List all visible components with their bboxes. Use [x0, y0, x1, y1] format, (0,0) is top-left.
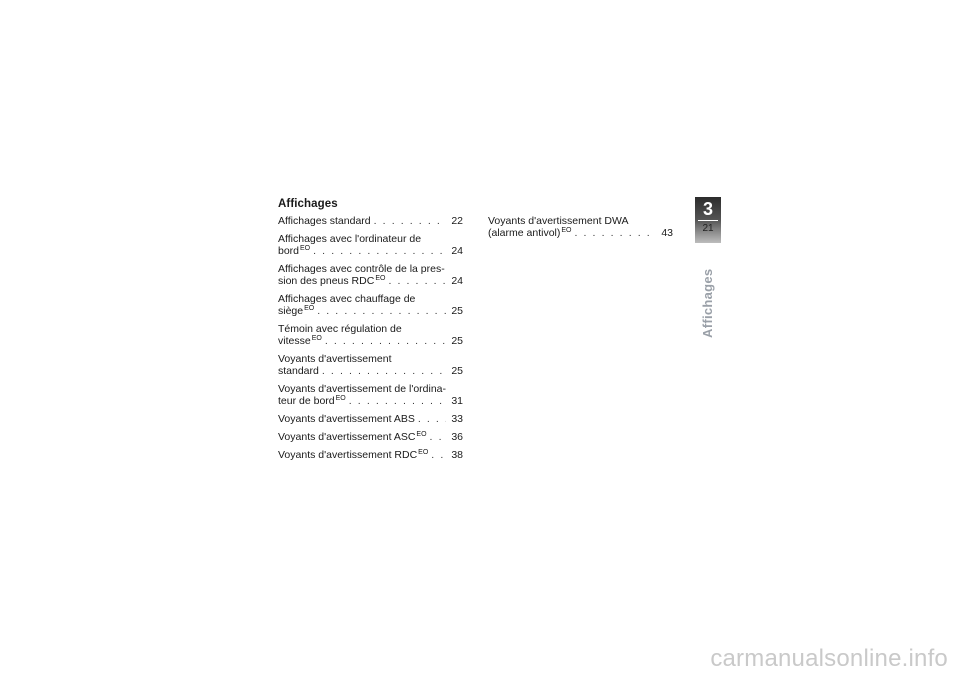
- chapter-side-label: Affichages: [700, 268, 715, 338]
- toc-page-number: 24: [451, 275, 463, 287]
- toc-dot-leader: [325, 335, 446, 347]
- toc-dot-leader: [322, 365, 446, 377]
- toc-entry-line: Témoin avec régulation de: [278, 323, 402, 335]
- toc-entry-last-line: [278, 449, 463, 461]
- toc-entry-last-line: [278, 335, 463, 347]
- page-number: 21: [702, 223, 714, 234]
- toc-page-number: 43: [661, 227, 673, 239]
- toc-page-number: 36: [451, 431, 463, 443]
- chapter-tab: [695, 197, 721, 243]
- toc-entry[interactable]: [278, 431, 463, 443]
- chapter-number: 3: [702, 199, 713, 219]
- toc-entry-text: [278, 245, 310, 257]
- toc-entry[interactable]: [278, 233, 463, 257]
- toc-entry[interactable]: [488, 215, 673, 239]
- toc-entry-last-line: [278, 365, 463, 377]
- toc-entry-superscript: EO: [335, 394, 346, 402]
- toc-entry-line: Affichages avec contrôle de la pres-: [278, 263, 445, 275]
- toc-dot-leader: [388, 275, 446, 287]
- toc-page-number: 33: [451, 413, 463, 425]
- toc-dot-leader: [430, 431, 446, 443]
- toc-column-left: [278, 215, 463, 467]
- toc-dot-leader: [574, 227, 656, 239]
- toc-entry-superscript: EO: [375, 274, 386, 282]
- toc-entry[interactable]: [278, 323, 463, 347]
- toc-entry-superscript: EO: [304, 304, 315, 312]
- toc-entry-line: Voyants d'avertissement DWA: [488, 215, 629, 227]
- toc-entry-label: bord: [278, 245, 300, 257]
- toc-entry-superscript: EO: [416, 430, 427, 438]
- toc-entry-line: Affichages avec l'ordinateur de: [278, 233, 422, 245]
- toc-entry-superscript: EO: [418, 448, 429, 456]
- toc-entry-label: vitesse: [278, 335, 311, 347]
- toc-entry[interactable]: [278, 215, 463, 227]
- toc-page-number: 24: [451, 245, 463, 257]
- toc-entry-last-line: [278, 413, 463, 425]
- toc-entry[interactable]: [278, 383, 463, 407]
- toc-dot-leader: [313, 245, 446, 257]
- toc-entry-text: [278, 335, 322, 347]
- toc-dot-leader: [418, 413, 446, 425]
- toc-entry-last-line: [278, 395, 463, 407]
- toc-entry-label: Voyants d'avertissement ABS: [278, 413, 415, 425]
- toc-dot-leader: [349, 395, 446, 407]
- toc-page-number: 22: [451, 215, 463, 227]
- toc-entry-text: [278, 305, 314, 317]
- toc-entry-label: Voyants d'avertissement RDC: [278, 449, 418, 461]
- toc-entry-last-line: [488, 227, 673, 239]
- toc-entry[interactable]: [278, 353, 463, 377]
- toc-entry-last-line: [278, 431, 463, 443]
- toc-entry-line: Affichages avec chauffage de: [278, 293, 416, 305]
- toc-entry-label: (alarme antivol): [488, 227, 561, 239]
- section-title: Affichages: [278, 198, 338, 210]
- toc-dot-leader: [317, 305, 446, 317]
- toc-entry-text: [278, 365, 319, 377]
- toc-entry-line: Voyants d'avertissement: [278, 353, 392, 365]
- toc-entry-label: teur de bord: [278, 395, 335, 407]
- toc-column-right: [488, 215, 673, 245]
- toc-entry-label: siège: [278, 305, 304, 317]
- toc-entry-label: Voyants d'avertissement ASC: [278, 431, 416, 443]
- toc-entry[interactable]: [278, 293, 463, 317]
- toc-entry[interactable]: [278, 263, 463, 287]
- toc-entry-line: Voyants d'avertissement de l'ordina-: [278, 383, 447, 395]
- toc-entry-text: [278, 449, 428, 461]
- toc-entry-last-line: [278, 305, 463, 317]
- toc-entry-last-line: [278, 275, 463, 287]
- toc-page-number: 25: [451, 335, 463, 347]
- toc-entry-label: Affichages standard: [278, 215, 371, 227]
- toc-page-number: 25: [451, 305, 463, 317]
- toc-entry[interactable]: [278, 449, 463, 461]
- toc-page-number: 38: [451, 449, 463, 461]
- watermark: carmanualsonline.info: [710, 645, 948, 672]
- toc-entry-last-line: [278, 215, 463, 227]
- toc-entry[interactable]: [278, 413, 463, 425]
- toc-entry-superscript: EO: [311, 334, 322, 342]
- toc-entry-superscript: EO: [300, 244, 311, 252]
- toc-dot-leader: [431, 449, 446, 461]
- toc-entry-text: [488, 227, 571, 239]
- toc-page-number: 31: [451, 395, 463, 407]
- toc-entry-text: [278, 413, 415, 425]
- toc-entry-text: [278, 215, 371, 227]
- toc-entry-text: [278, 431, 427, 443]
- toc-entry-text: [278, 275, 385, 287]
- toc-entry-label: sion des pneus RDC: [278, 275, 375, 287]
- toc-entry-last-line: [278, 245, 463, 257]
- toc-page-number: 25: [451, 365, 463, 377]
- toc-dot-leader: [374, 215, 446, 227]
- toc-entry-superscript: EO: [561, 226, 572, 234]
- toc-entry-text: [278, 395, 346, 407]
- toc-entry-label: standard: [278, 365, 319, 377]
